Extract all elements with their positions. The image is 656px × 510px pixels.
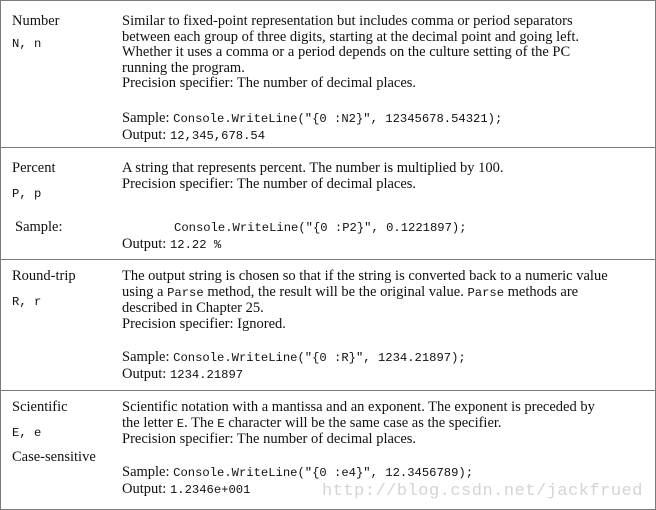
row-name: Scientific — [12, 399, 68, 415]
row-description — [122, 14, 642, 92]
row-name: Percent — [12, 160, 56, 176]
sample-block — [122, 350, 642, 383]
row-description — [122, 161, 642, 192]
description-line: Similar to fixed-point representation but includes comma or period separators — [122, 13, 573, 29]
output-code: 12,345,678.54 — [169, 128, 266, 143]
inline-code: Parse — [467, 285, 505, 300]
sample-code: Console.WriteLine("{0 :N2}", 12345678.54321); — [173, 112, 503, 126]
output-label: Output: — [122, 126, 167, 143]
text-run: Precision specifier: The number of decimal places. — [122, 431, 417, 447]
sample-code: Console.WriteLine("{0 :P2}", 0.1221897); — [174, 221, 467, 235]
output-code: 12.22 % — [169, 237, 222, 252]
row-code: E, e — [12, 426, 42, 440]
sample-label: Sample: — [122, 349, 170, 365]
sample-block — [122, 111, 642, 144]
table-row-number — [1, 1, 655, 148]
row-description — [122, 400, 642, 448]
text-run: using a — [122, 283, 168, 300]
table-row-percent — [1, 148, 655, 260]
text-run: character will be the same case as the specifier. — [224, 414, 502, 431]
row-code: P, p — [12, 187, 42, 201]
text-run: The output string is chosen so that if the string is converted back to a numeric value — [122, 268, 608, 284]
description-line — [122, 269, 642, 285]
description-line — [122, 432, 642, 448]
description-line: Precision specifier: The number of decimal places. — [122, 75, 417, 91]
row-code: R, r — [12, 295, 42, 309]
text-run: Scientific notation with a mantissa and an exponent. The exponent is preceded by — [122, 399, 595, 415]
sample-block — [122, 220, 642, 253]
row-code: N, n — [12, 37, 42, 51]
description-line — [122, 416, 642, 433]
text-run: method, the result will be the original value. — [203, 283, 468, 300]
output-label: Output: — [122, 235, 167, 252]
text-run: the letter — [122, 414, 177, 431]
text-run: Precision specifier: Ignored. — [122, 315, 286, 332]
text-run: described in Chapter 25. — [122, 300, 264, 316]
description-line: Whether it uses a comma or a period depends on the culture setting of the PC — [122, 44, 571, 60]
description-line — [122, 285, 642, 302]
row-name: Number — [12, 13, 60, 29]
description-line: Precision specifier: The number of decimal places. — [122, 175, 417, 192]
sample-label: Sample: — [122, 464, 170, 480]
output-label: Output: — [122, 365, 167, 382]
description-line: A string that represents percent. The number is multiplied by 100. — [122, 160, 504, 176]
output-code: 1.2346e+001 — [169, 482, 251, 497]
output-code: 1234.21897 — [169, 367, 244, 382]
output-label: Output: — [122, 480, 167, 497]
description-line — [122, 301, 642, 317]
sample-label: Sample: — [122, 110, 170, 126]
inline-code: E — [217, 416, 225, 431]
table-row-round-trip — [1, 260, 655, 391]
sample-code: Console.WriteLine("{0 :e4}", 12.3456789); — [173, 466, 474, 480]
watermark: http://blog.csdn.net/jackfrued — [321, 482, 643, 501]
description-line: running the program. — [122, 59, 245, 76]
row-description — [122, 269, 642, 332]
text-run: . The — [184, 414, 218, 431]
description-line — [122, 317, 642, 333]
description-line: between each group of three digits, starting at the decimal point and going left. — [122, 28, 580, 45]
description-line — [122, 400, 642, 416]
inline-code: Parse — [167, 285, 204, 300]
row-note: Case-sensitive — [12, 449, 96, 465]
text-run: methods are — [504, 283, 579, 300]
sample-label: Sample: — [15, 219, 63, 235]
sample-code: Console.WriteLine("{0 :R}", 1234.21897); — [173, 351, 466, 365]
row-name: Round-trip — [12, 268, 76, 284]
inline-code: E — [176, 416, 185, 431]
